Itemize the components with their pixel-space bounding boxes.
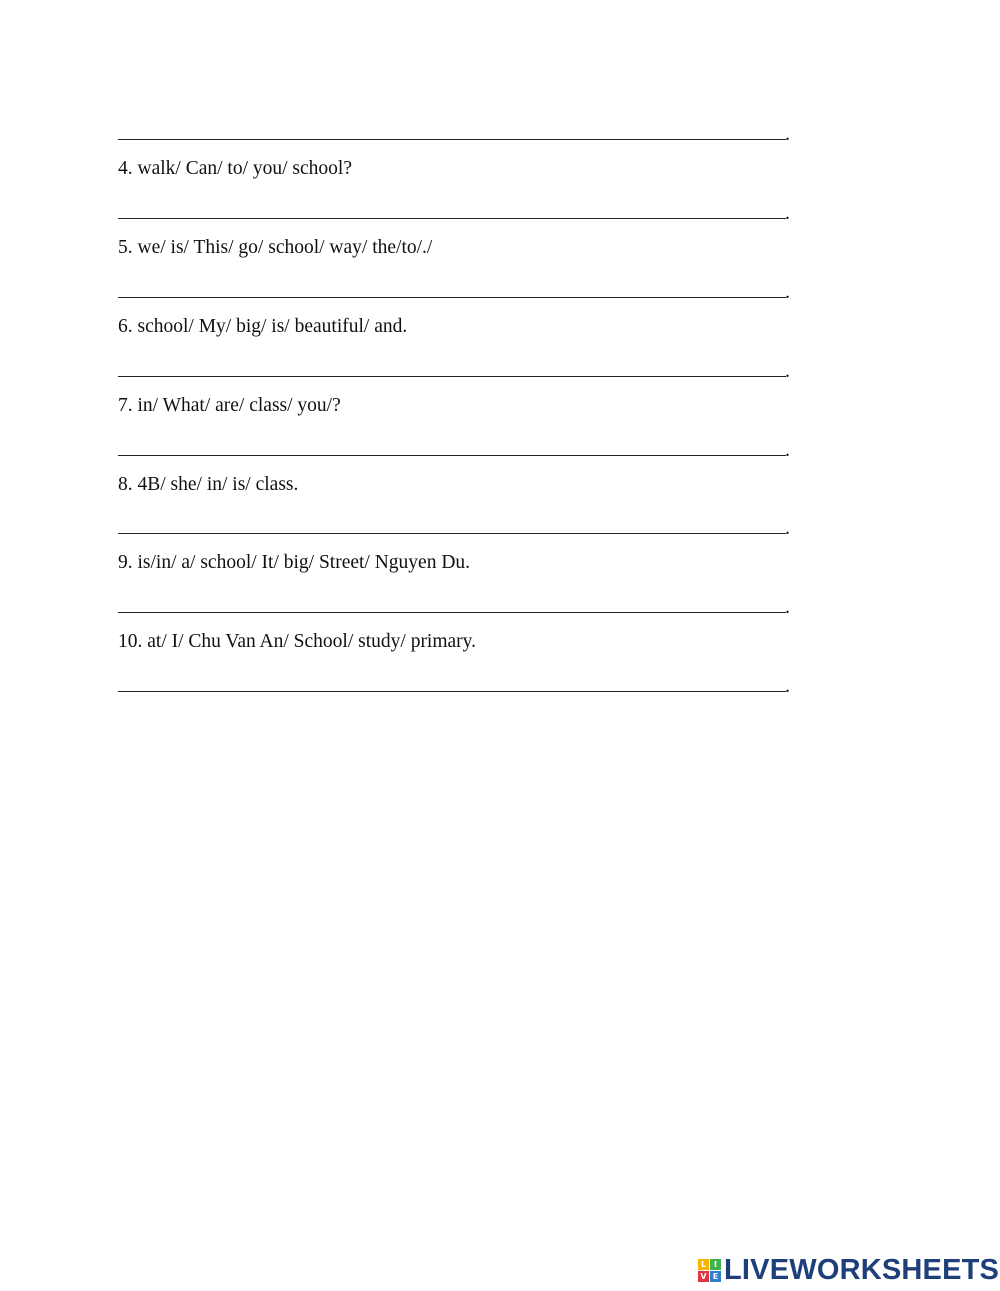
live-blocks-icon — [698, 1259, 721, 1282]
answer-line-9-period: . — [785, 596, 790, 618]
logo-block-v: V — [698, 1271, 709, 1282]
question-10: 10. at/ I/ Chu Van An/ School/ study/ primary. — [118, 631, 477, 652]
question-4: 4. walk/ Can/ to/ you/ school? — [118, 158, 352, 179]
answer-line-5[interactable] — [118, 297, 786, 298]
answer-line-3-period: . — [785, 123, 790, 145]
answer-line-6[interactable] — [118, 376, 786, 377]
answer-line-6-period: . — [785, 360, 790, 382]
answer-line-7-period: . — [785, 439, 790, 461]
answer-line-5-period: . — [785, 281, 790, 303]
question-6: 6. school/ My/ big/ is/ beautiful/ and. — [118, 316, 408, 337]
answer-line-4-period: . — [785, 202, 790, 224]
answer-line-10[interactable] — [118, 691, 786, 692]
question-8: 8. 4B/ she/ in/ is/ class. — [118, 474, 299, 495]
question-5: 5. we/ is/ This/ go/ school/ way/ the/to/./ — [118, 237, 433, 258]
answer-line-10-period: . — [785, 675, 790, 697]
answer-line-8-period: . — [785, 517, 790, 539]
logo-block-l: L — [698, 1259, 709, 1270]
question-9: 9. is/in/ a/ school/ It/ big/ Street/ Nguyen Du. — [118, 552, 471, 573]
question-7: 7. in/ What/ are/ class/ you/? — [118, 395, 341, 416]
answer-line-3[interactable] — [118, 139, 786, 140]
brand-name: LIVEWORKSHEETS — [724, 1253, 1000, 1286]
answer-line-7[interactable] — [118, 455, 786, 456]
logo-block-e: E — [710, 1271, 721, 1282]
liveworksheets-logo — [698, 1255, 999, 1285]
logo-block-i: I — [710, 1259, 721, 1270]
answer-line-4[interactable] — [118, 218, 786, 219]
answer-line-9[interactable] — [118, 612, 786, 613]
answer-line-8[interactable] — [118, 533, 786, 534]
